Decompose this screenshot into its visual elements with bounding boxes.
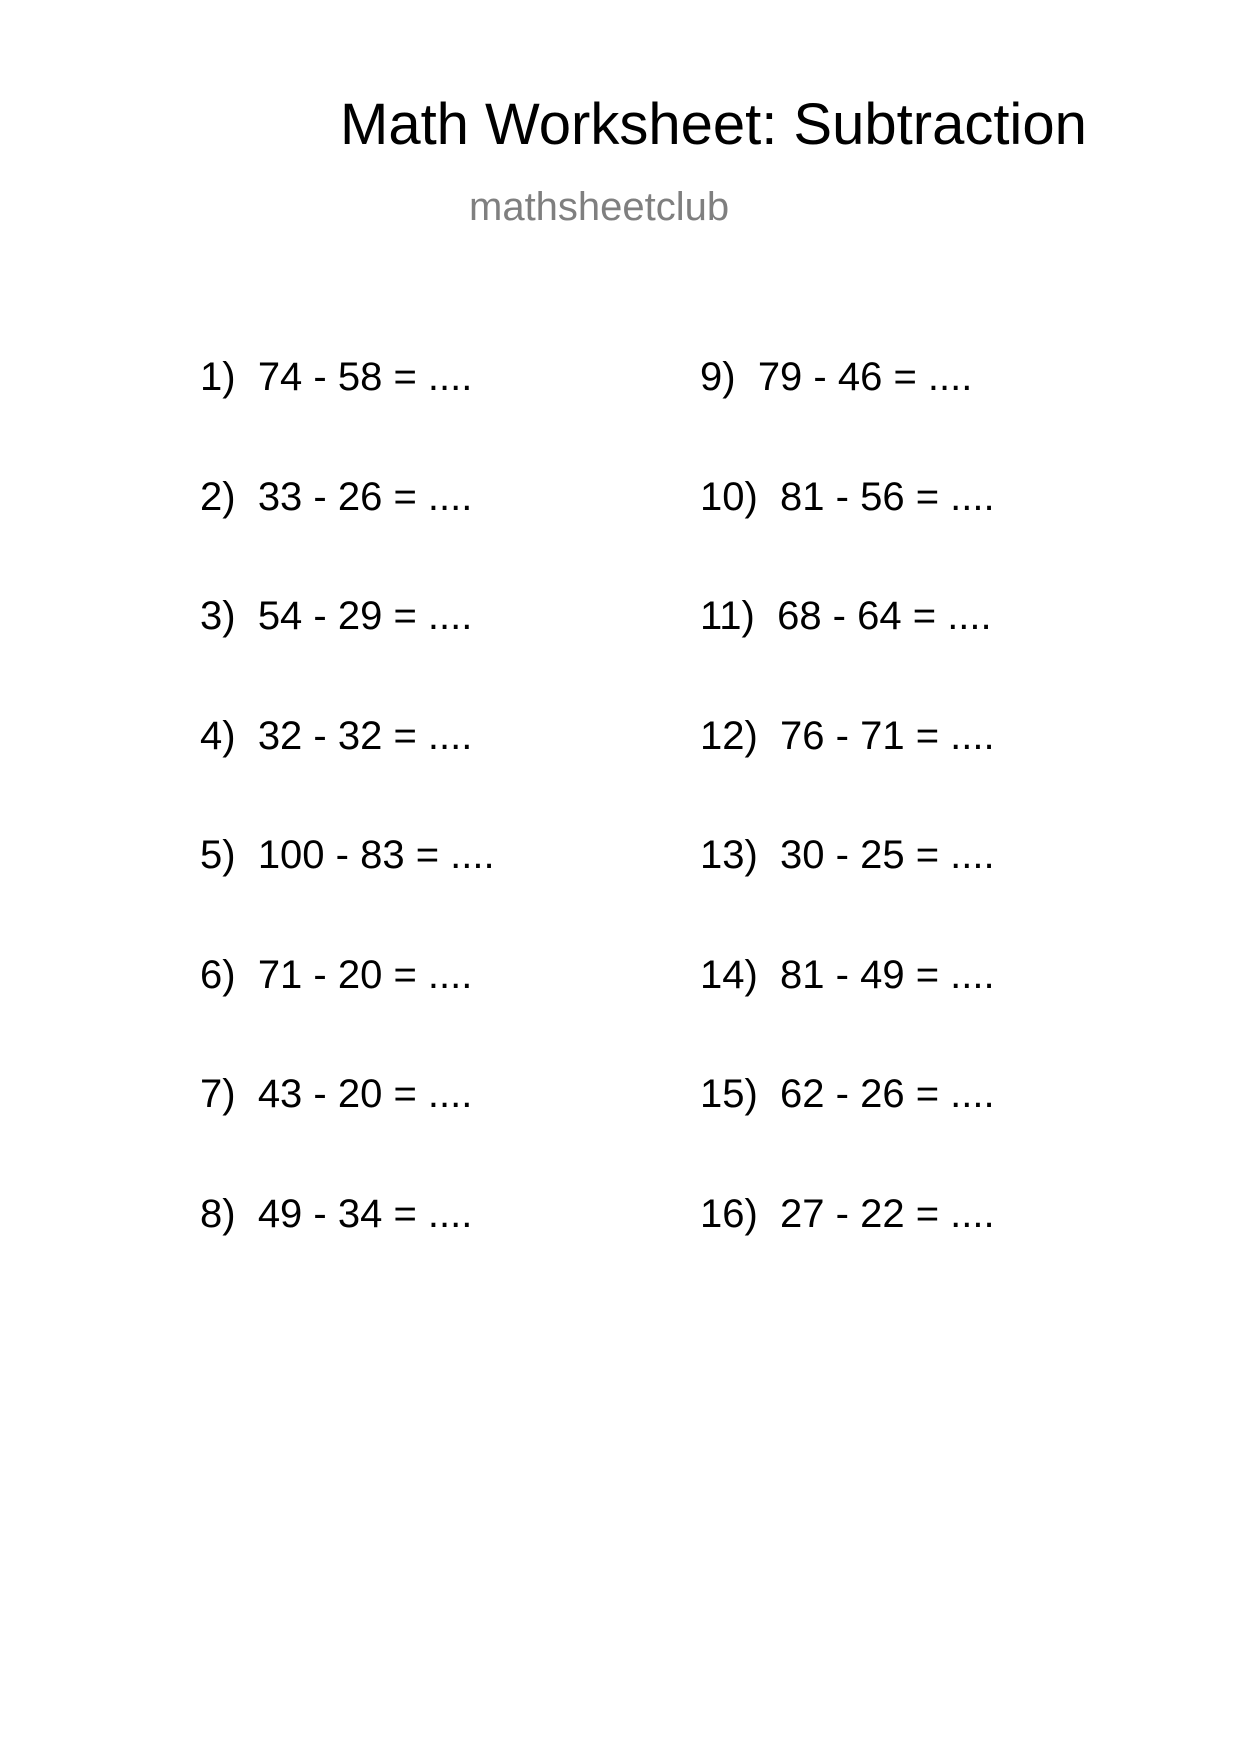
problem-item: [200, 955, 472, 995]
problem-expression: 30 - 25 = ....: [780, 833, 995, 877]
problem-expression: 49 - 34 = ....: [257, 1192, 473, 1236]
problem-number: 11): [700, 594, 755, 638]
problem-item: [700, 596, 992, 636]
problem-expression: 81 - 56 = ....: [780, 475, 995, 519]
problem-item: [700, 716, 995, 756]
problem-number: 5): [200, 833, 236, 877]
problem-number: 16): [700, 1192, 758, 1236]
problem-number: 8): [200, 1192, 236, 1236]
problem-number: 1): [200, 355, 236, 399]
problem-number: 13): [700, 833, 758, 877]
problem-expression: 100 - 83 = ....: [257, 833, 495, 877]
problem-item: [200, 1074, 472, 1114]
problem-number: 9): [700, 355, 736, 399]
problem-expression: 71 - 20 = ....: [257, 953, 473, 997]
problem-item: [200, 716, 472, 756]
problem-expression: 81 - 49 = ....: [780, 953, 995, 997]
problem-item: [700, 1194, 995, 1234]
problem-expression: 79 - 46 = ....: [757, 355, 973, 399]
problem-item: [700, 1074, 995, 1114]
problem-number: 7): [200, 1072, 236, 1116]
problem-item: [200, 596, 472, 636]
problem-number: 12): [700, 714, 758, 758]
problem-number: 3): [200, 594, 236, 638]
problem-item: [700, 357, 972, 397]
problem-number: 6): [200, 953, 236, 997]
problem-item: [700, 955, 995, 995]
problem-expression: 54 - 29 = ....: [257, 594, 473, 638]
problem-expression: 33 - 26 = ....: [257, 475, 473, 519]
problem-expression: 27 - 22 = ....: [780, 1192, 995, 1236]
problem-expression: 32 - 32 = ....: [257, 714, 473, 758]
problem-expression: 62 - 26 = ....: [780, 1072, 995, 1116]
problem-item: [200, 835, 495, 875]
problem-expression: 74 - 58 = ....: [257, 355, 473, 399]
worksheet-subtitle: mathsheetclub: [469, 185, 730, 229]
problem-item: [700, 477, 995, 517]
problem-number: 14): [700, 953, 758, 997]
problem-item: [200, 1194, 472, 1234]
problem-expression: 76 - 71 = ....: [780, 714, 995, 758]
problem-item: [200, 477, 472, 517]
problem-number: 4): [200, 714, 236, 758]
problem-number: 15): [700, 1072, 758, 1116]
problem-expression: 68 - 64 = ....: [777, 594, 992, 638]
problem-number: 2): [200, 475, 236, 519]
problem-number: 10): [700, 475, 758, 519]
problem-item: [200, 357, 472, 397]
problem-item: [700, 835, 995, 875]
problem-expression: 43 - 20 = ....: [257, 1072, 473, 1116]
worksheet-title: Math Worksheet: Subtraction: [340, 92, 1087, 157]
